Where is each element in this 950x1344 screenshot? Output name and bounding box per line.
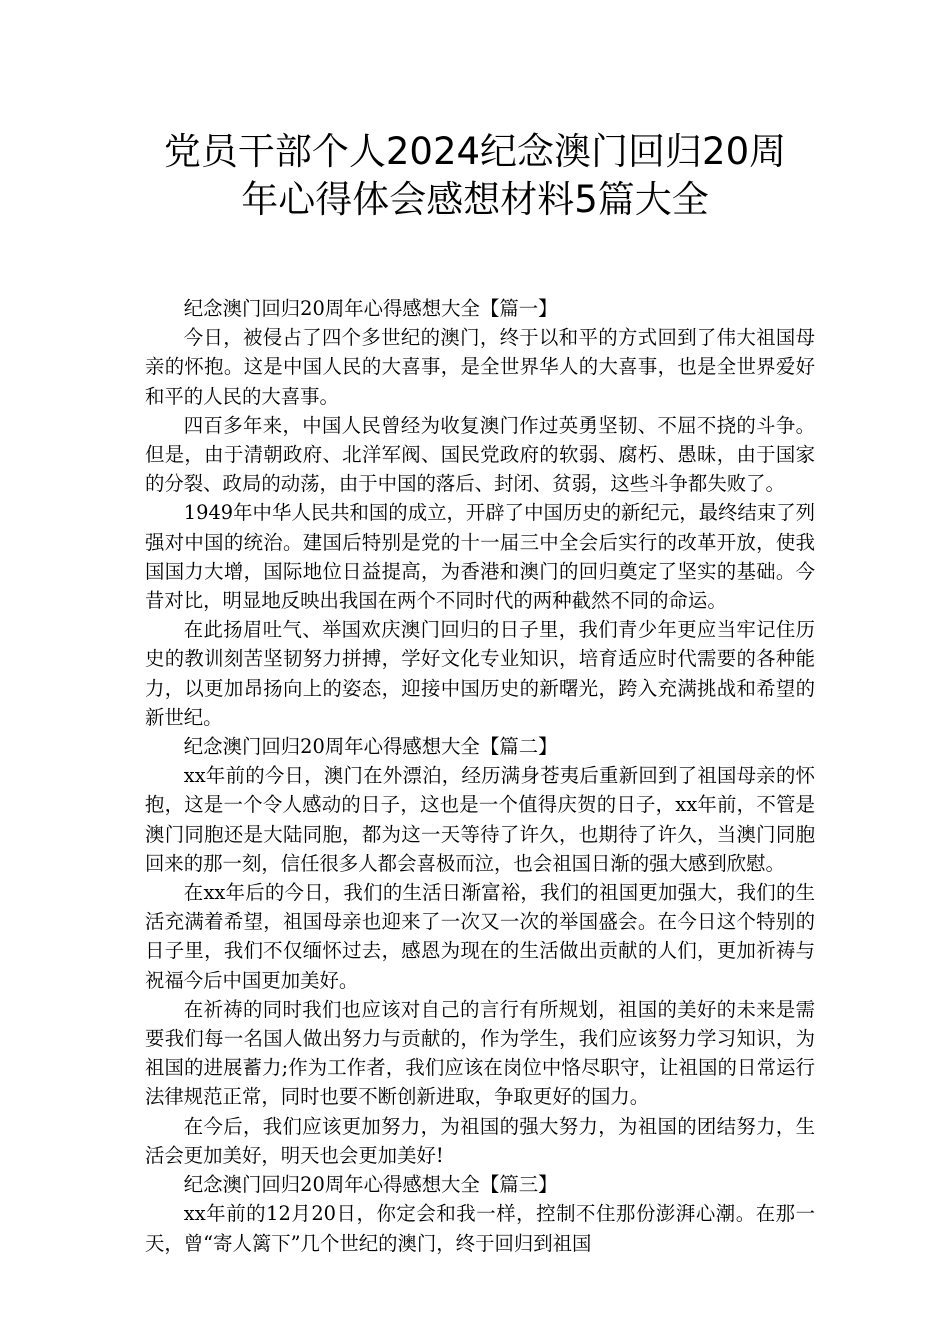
document-body xyxy=(145,294,815,1258)
paragraph: 四百多年来，中国人民曾经为收复澳门作过英勇坚韧、不屈不挠的斗争。但是，由于清朝政府、北洋军阀、国民党政府的软弱、腐朽、愚昧，由于国家的分裂、政局的动荡，由于中国的落后、封闭、贫弱，这些斗争都失败了。 xyxy=(145,413,815,496)
paragraph: 在xx年后的今日，我们的生活日渐富裕，我们的祖国更加强大，我们的生活充满着希望，祖国母亲也迎来了一次又一次的举国盛会。在今日这个特别的日子里，我们不仅缅怀过去，感恩为现在的生活做出贡献的人们，更加祈祷与祝福今后中国更加美好。 xyxy=(145,881,815,992)
title-line-2: 年心得体会感想材料5篇大全 xyxy=(241,178,709,221)
section-heading-2: 纪念澳门回归20周年心得感想大全【篇二】 xyxy=(183,735,558,759)
document-title xyxy=(100,128,850,224)
paragraph: xx年前的12月20日，你定会和我一样，控制不住那份澎湃心潮。在那一天，曾“寄人篱下”几个世纪的澳门，终于回归到祖国 xyxy=(145,1202,815,1255)
paragraph: 1949年中华人民共和国的成立，开辟了中国历史的新纪元，最终结束了列强对中国的统治。建国后特别是党的十一届三中全会后实行的改革开放，使我国国力大增，国际地位日益提高，为香港和澳门的回归奠定了坚实的基础。今昔对比，明显地反映出我国在两个不同时代的两种截然不同的命运。 xyxy=(145,501,815,613)
paragraph: 今日，被侵占了四个多世纪的澳门，终于以和平的方式回到了伟大祖国母亲的怀抱。这是中国人民的大喜事，是全世界华人的大喜事，也是全世界爱好和平的人民的大喜事。 xyxy=(145,326,815,408)
paragraph: 在今后，我们应该更加努力，为祖国的强大努力，为祖国的团结努力，生活会更加美好，明天也会更加美好! xyxy=(145,1114,815,1167)
paragraph: 在祈祷的同时我们也应该对自己的言行有所规划，祖国的美好的未来是需要我们每一名国人做出努力与贡献的，作为学生，我们应该努力学习知识，为祖国的进展蓄力;作为工作者，我们应该在岗位中恪尽职守，让祖国的日常运行法律规范正常，同时也要不断创新进取，争取更好的国力。 xyxy=(145,997,815,1109)
paragraph: xx年前的今日，澳门在外漂泊，经历满身苍夷后重新回到了祖国母亲的怀抱，这是一个令人感动的日子，这也是一个值得庆贺的日子，xx年前，不管是澳门同胞还是大陆同胞，都为这一天等待了许久，也期待了许久，当澳门同胞回来的那一刻，信任很多人都会喜极而泣，也会祖国日渐的强大感到欣慰。 xyxy=(145,764,815,875)
section-heading-1: 纪念澳门回归20周年心得感想大全【篇一】 xyxy=(183,297,558,320)
section-heading-3: 纪念澳门回归20周年心得感想大全【篇三】 xyxy=(183,1173,558,1197)
title-line-1: 党员干部个人2024纪念澳门回归20周 xyxy=(163,130,787,173)
paragraph: 在此扬眉吐气、举国欢庆澳门回归的日子里，我们青少年更应当牢记住历史的教训刻苦坚韧努力拼搏，学好文化专业知识，培育适应时代需要的各种能力，以更加昂扬向上的姿态，迎接中国历史的新曙光，跨入充满挑战和希望的新世纪。 xyxy=(145,618,815,729)
